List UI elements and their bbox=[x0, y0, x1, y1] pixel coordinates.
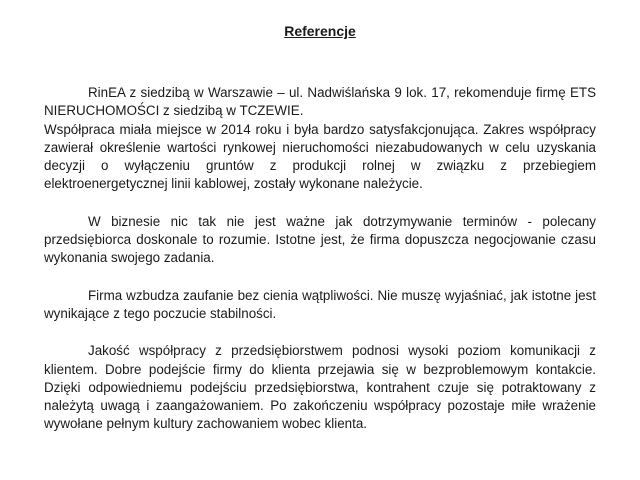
paragraph-communication: Jakość współpracy z przedsiębiorstwem podnosi wysoki poziom komunikacji z klientem. Dobre podejście firmy do klienta przejawia się w bezproblemowym kontakcie. Dzięki odpowiedniemu podejściu przedsiębiorstwa, kontrahent czuje się potraktowany z należytą uwagą i zaangażowaniem. Po zakończeniu współpracy pozostaje miłe wrażenie wywołane pełnym kultury zachowaniem wobec klienta. bbox=[44, 343, 596, 432]
document-title: Referencje bbox=[284, 23, 356, 39]
paragraph-deadlines: W biznesie nic tak nie jest ważne jak dotrzymywanie terminów - polecany przedsiębiorca doskonale to rozumie. Istotne jest, że firma dopuszcza negocjowanie czasu wykonania swojego zadania. bbox=[44, 213, 596, 266]
paragraph-recommendation: RinEA z siedzibą w Warszawie – ul. Nadwiślańska 9 lok. 17, rekomenduje firmę ETS NIERUCHOMOŚCI z siedzibą w TCZEWIE. bbox=[44, 85, 596, 119]
paragraph-trust: Firma wzbudza zaufanie bez cienia wątpliwości. Nie muszę wyjaśniać, jak istotne jest wynikające z tego poczucie stabilności. bbox=[44, 287, 596, 321]
paragraph-cooperation: Współpraca miała miejsce w 2014 roku i była bardzo satysfakcjonująca. Zakres współpracy zawierał określenie wartości rynkowej nieruchomości niezabudowanych w celu uzyskania decyzji o wyłączeniu gruntów z produkcji rolnej w związku z przebiegiem elektroenergetycznej linii kablowej, zostały wykonane należycie. bbox=[44, 121, 596, 192]
